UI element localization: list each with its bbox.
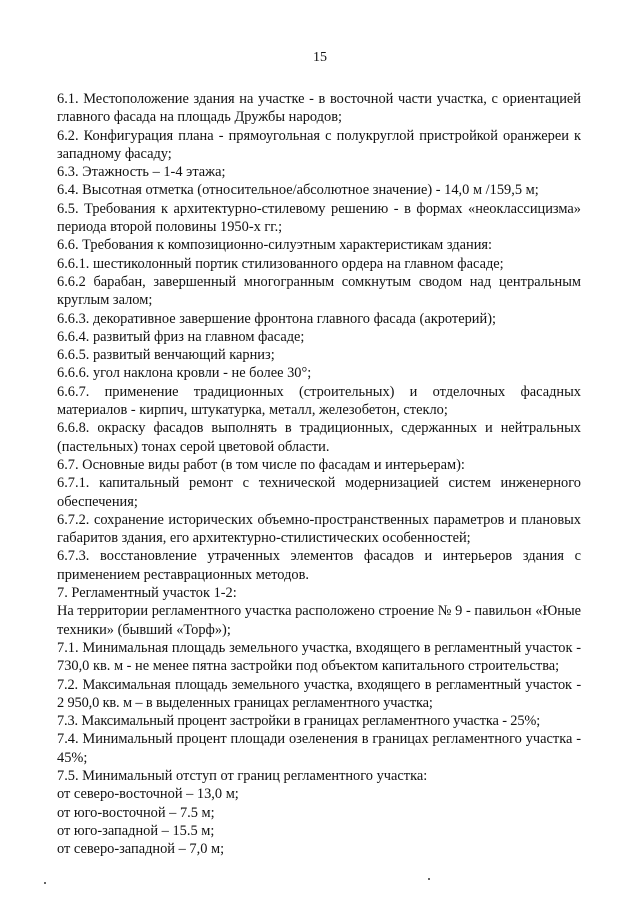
- paragraph-7-2: 7.2. Максимальная площадь земельного участка, входящего в регламентный участок - 2 950,0 кв. м – в выделенных границах регламентного участка;: [57, 676, 581, 711]
- paragraph-6-6-3: 6.6.3. декоративное завершение фронтона главного фасада (акротерий);: [57, 310, 496, 327]
- paragraph-6-7-3: 6.7.3. восстановление утраченных элементов фасадов и интерьеров здания с применением реставрационных методов.: [57, 548, 581, 583]
- page-number: 15: [313, 50, 327, 65]
- document-body: [57, 90, 581, 858]
- paragraph-7-5: 7.5. Минимальный отступ от границ регламентного участка:: [57, 767, 428, 784]
- scan-speck: [428, 878, 430, 880]
- paragraph-6-4: 6.4. Высотная отметка (относительное/абсолютное значение) - 14,0 м /159,5 м;: [57, 182, 539, 199]
- paragraph-7: 7. Регламентный участок 1-2:: [57, 585, 237, 602]
- setback-southwest: от юго-западной – 15.5 м;: [57, 822, 215, 839]
- paragraph-7-4: 7.4. Минимальный процент площади озеленения в границах регламентного участка - 45%;: [57, 731, 581, 766]
- paragraph-6-6-1: 6.6.1. шестиколонный портик стилизованного ордера на главном фасаде;: [57, 255, 504, 272]
- paragraph-6-6-5: 6.6.5. развитый венчающий карниз;: [57, 347, 275, 364]
- paragraph-6-6-8: 6.6.8. окраску фасадов выполнять в традиционных, сдержанных и нейтральных (пастельных) тонах серой цветовой области.: [57, 420, 581, 455]
- paragraph-6-7: 6.7. Основные виды работ (в том числе по фасадам и интерьерам):: [57, 456, 465, 473]
- paragraph-6-6-6: 6.6.6. угол наклона кровли - не более 30°;: [57, 365, 312, 382]
- paragraph-6-7-2: 6.7.2. сохранение исторических объемно-пространственных параметров и плановых габаритов здания, его архитектурно-стилистических особенностей;: [57, 511, 581, 547]
- paragraph-6-1: 6.1. Местоположение здания на участке - в восточной части участка, с ориентацией главного фасада на площадь Дружбы народов;: [57, 91, 581, 126]
- paragraph-7-3: 7.3. Максимальный процент застройки в границах регламентного участка - 25%;: [57, 713, 541, 730]
- paragraph-6-5: 6.5. Требования к архитектурно-стилевому решению - в формах «неоклассицизма» периода второй половины 1950-х гг.;: [57, 200, 581, 236]
- paragraph-6-6: 6.6. Требования к композиционно-силуэтным характеристикам здания:: [57, 237, 493, 254]
- paragraph-6-6-4: 6.6.4. развитый фриз на главном фасаде;: [57, 328, 305, 345]
- paragraph-6-6-7: 6.6.7. применение традиционных (строительных) и отделочных фасадных материалов - кирпич, штукатурка, металл, железобетон, стекло;: [57, 383, 581, 419]
- paragraph-6-7-1: 6.7.1. капитальный ремонт с технической модернизацией систем инженерного обеспечения;: [57, 475, 581, 510]
- setback-southeast: от юго-восточной – 7.5 м;: [57, 804, 215, 821]
- paragraph-6-2: 6.2. Конфигурация плана - прямоугольная с полукруглой пристройкой оранжереи к западному фасаду;: [57, 127, 581, 162]
- paragraph-7-intro: На территории регламентного участка расположено строение № 9 - павильон «Юные техники» (бывший «Торф»);: [57, 603, 581, 638]
- paragraph-6-3: 6.3. Этажность – 1-4 этажа;: [57, 164, 226, 181]
- scan-speck: [44, 882, 46, 884]
- paragraph-7-1: 7.1. Минимальная площадь земельного участка, входящего в регламентный участок - 730,0 кв. м - не менее пятна застройки под объектом капитального строительства;: [57, 639, 581, 675]
- setback-northeast: от северо-восточной – 13,0 м;: [57, 786, 239, 803]
- setback-northwest: от северо-западной – 7,0 м;: [57, 841, 225, 858]
- paragraph-6-6-2: 6.6.2 барабан, завершенный многогранным сомкнутым сводом над центральным круглым залом;: [57, 273, 581, 309]
